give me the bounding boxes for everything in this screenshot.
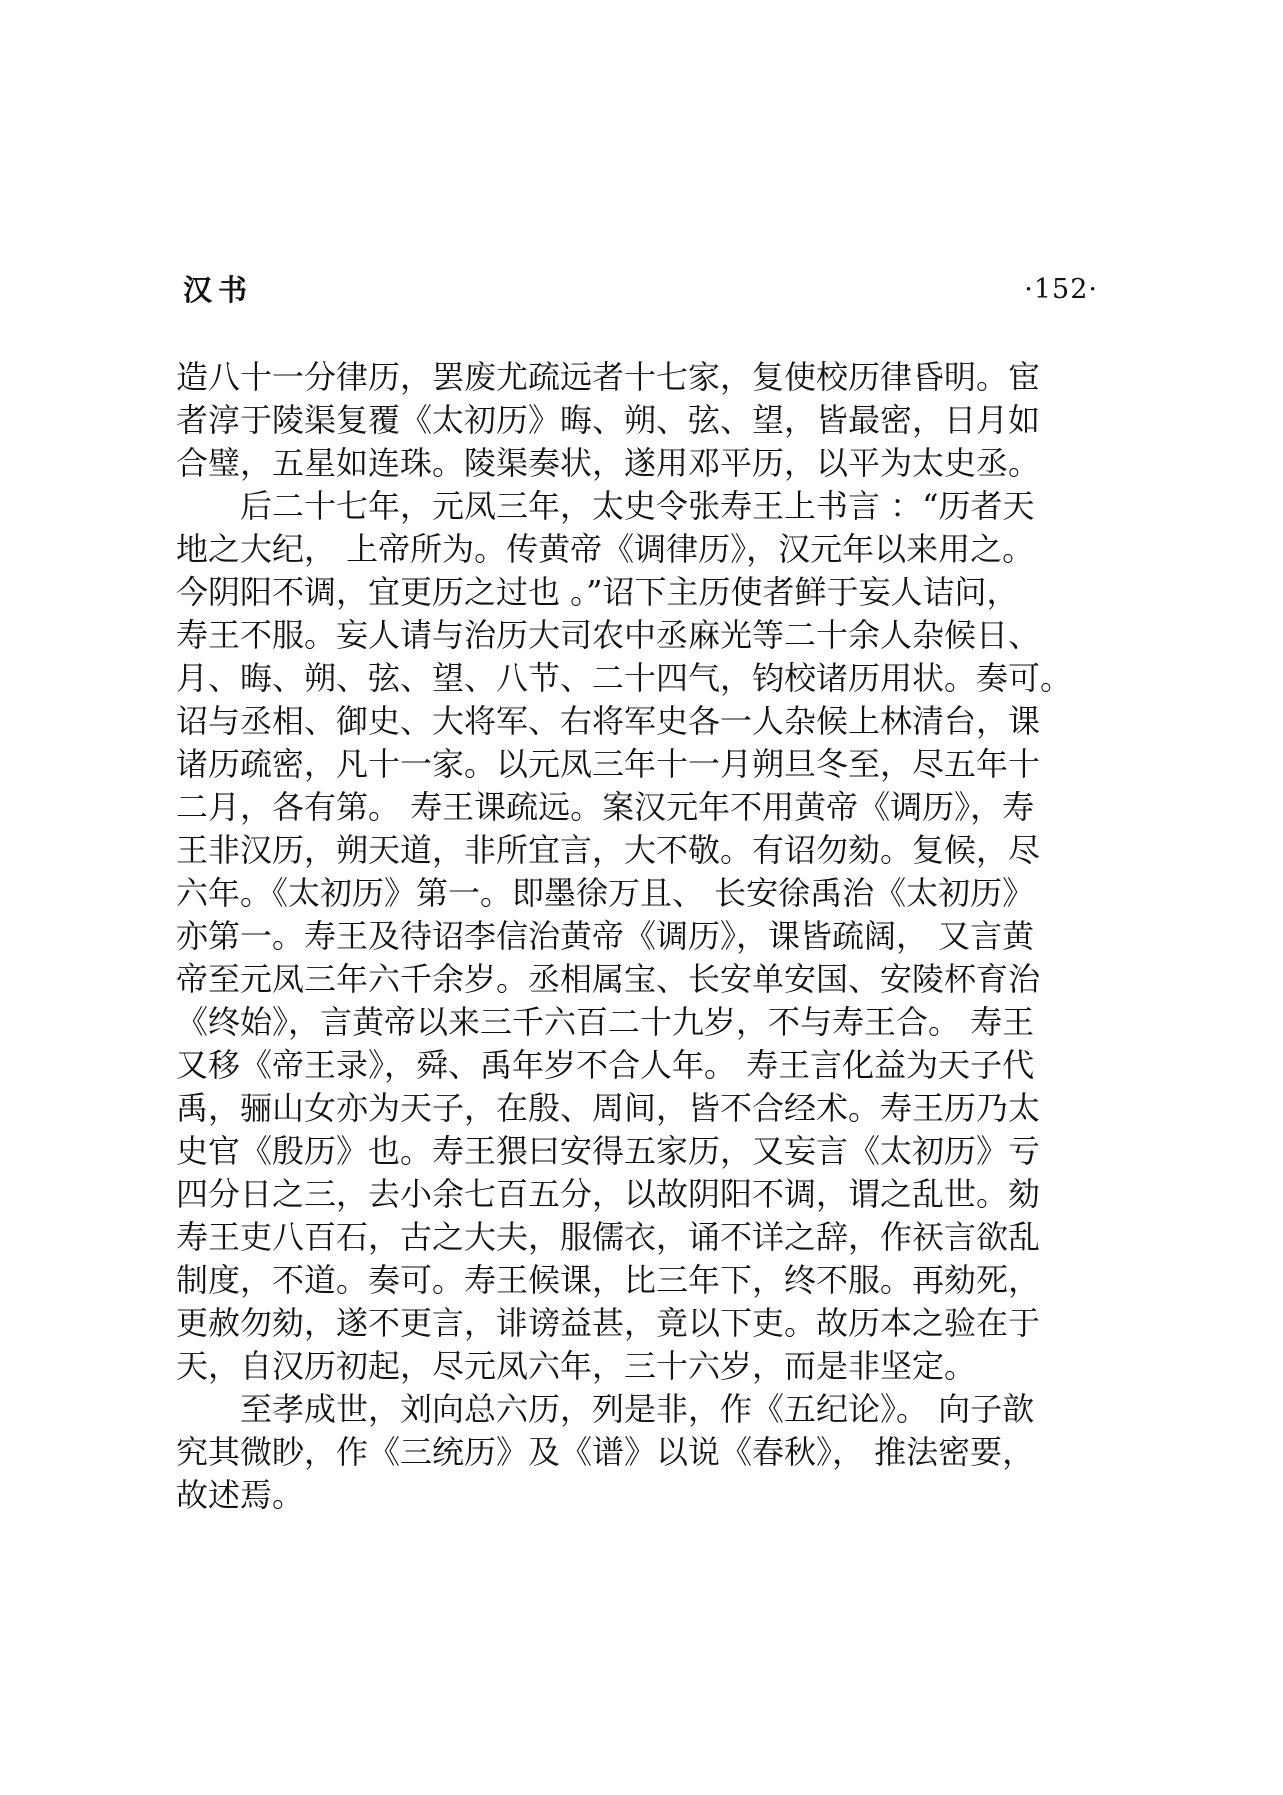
text-line: 诏与丞相、御史、大将军、右将军史各一人杂候上林清台，课: [176, 702, 1041, 740]
text-line: 究其微眇，作《三统历》及《谱》以说《春秋》， 推法密要，: [176, 1433, 1035, 1471]
text-line: 今阴阳不调，宜更历之过也 。”诏下主历使者鲜于妄人诘问，: [176, 573, 1019, 611]
text-line: 月、晦、朔、弦、望、八节、二十四气，钧校诸历用状。奏可。: [176, 659, 1073, 697]
text-line: 造八十一分律历，罢废尤疏远者十七家，复使校历律昏明。宦: [176, 358, 1041, 396]
page-header: [183, 268, 1098, 312]
text-line: 禹，骊山女亦为天子，在殷、周间，皆不合经术。寿王历乃太: [176, 1089, 1041, 1127]
text-line: 后二十七年，元凤三年，太史令张寿王上书言 ：“历者天: [176, 487, 1035, 525]
text-line: 亦第一。寿王及待诏李信治黄帝《调历》，课皆疏阔， 又言黄: [176, 917, 1035, 955]
page-number: ·152·: [1024, 274, 1098, 305]
text-line: 《终始》，言黄帝以来三千六百二十九岁，不与寿王合。 寿王: [176, 1003, 1035, 1041]
text-line: 诸历疏密，凡十一家。以元凤三年十一月朔旦冬至，尽五年十: [176, 745, 1041, 783]
text-line: 制度，不道。奏可。寿王候课，比三年下，终不服。再劾死，: [176, 1261, 1041, 1299]
body-text: [176, 356, 1101, 1517]
text-line: 又移《帝王录》，舜、禹年岁不合人年。 寿王言化益为天子代: [176, 1046, 1035, 1084]
text-line: 地之大纪， 上帝所为。传黄帝《调律历》，汉元年以来用之。: [176, 530, 1035, 568]
text-line: 帝至元凤三年六千余岁。丞相属宝、长安单安国、安陵杯育治: [176, 960, 1041, 998]
text-line: 天，自汉历初起，尽元凤六年，三十六岁，而是非坚定。: [176, 1347, 977, 1385]
text-line: 更赦勿劾，遂不更言，诽谤益甚，竟以下吏。故历本之验在于: [176, 1304, 1041, 1342]
text-line: 王非汉历，朔天道，非所宜言，大不敬。有诏勿劾。复候，尽: [176, 831, 1041, 869]
book-title: 汉书: [183, 273, 254, 307]
text-line: 寿王不服。妄人请与治历大司农中丞麻光等二十余人杂候日、: [176, 616, 1041, 654]
text-line: 者淳于陵渠复覆《太初历》晦、朔、弦、望，皆最密，日月如: [176, 401, 1041, 439]
text-line: 至孝成世，刘向总六历，列是非，作《五纪论》。 向子歆: [176, 1390, 1035, 1428]
text-line: 故述焉。: [176, 1476, 305, 1514]
text-line: 合璧，五星如连珠。陵渠奏状，遂用邓平历，以平为太史丞。: [176, 444, 1041, 482]
text-line: 寿王吏八百石，古之大夫，服儒衣，诵不详之辞，作祆言欲乱: [176, 1218, 1041, 1256]
text-line: 二月，各有第。 寿王课疏远。案汉元年不用黄帝《调历》，寿: [176, 788, 1035, 826]
text-line: 六年。《太初历》第一。即墨徐万且、 长安徐禹治《太初历》: [176, 874, 1035, 912]
text-line: 史官《殷历》也。寿王猥曰安得五家历，又妄言《太初历》亏: [176, 1132, 1041, 1170]
text-line: 四分日之三，去小余七百五分，以故阴阳不调，谓之乱世。劾: [176, 1175, 1041, 1213]
